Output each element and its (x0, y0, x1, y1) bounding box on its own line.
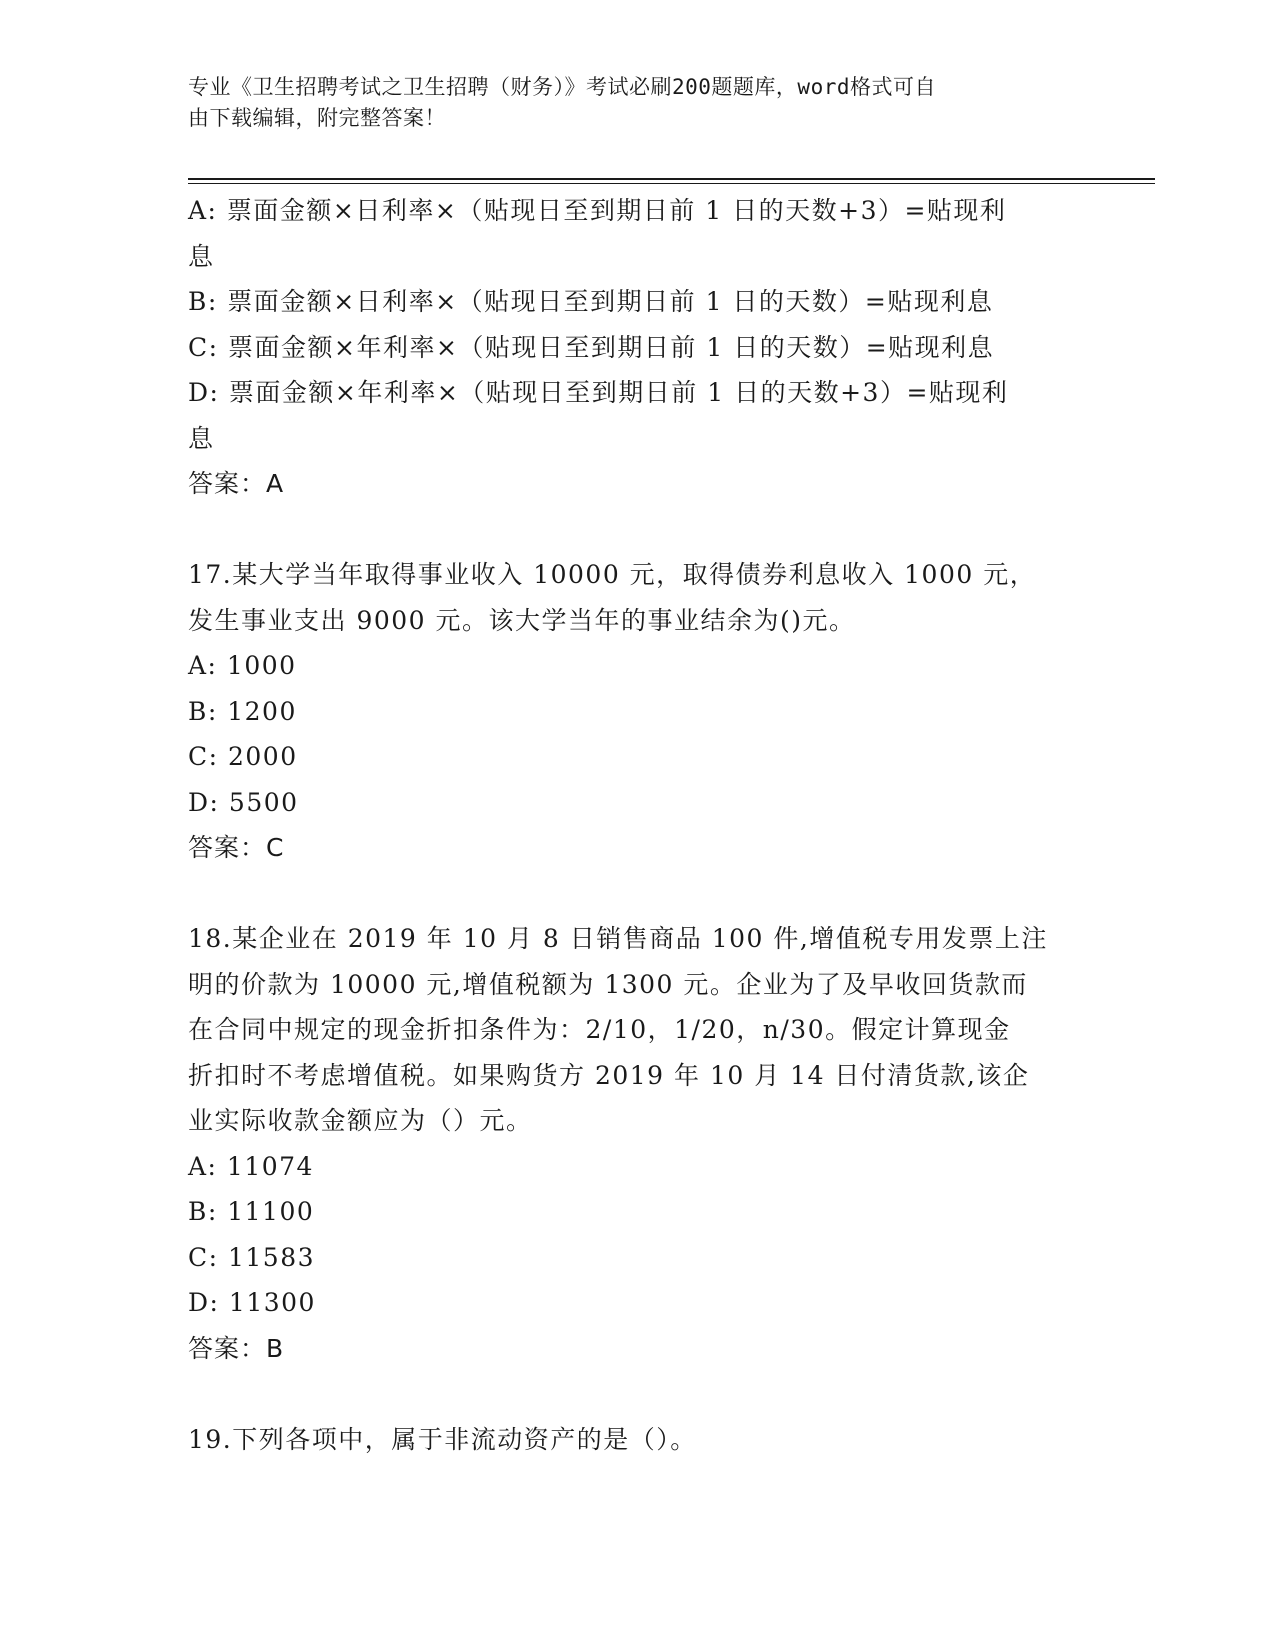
q18-option-a: A: 11074 (188, 1151, 314, 1181)
q18-option-c: C: 11583 (188, 1242, 316, 1272)
q18-option-d: D: 11300 (188, 1288, 316, 1317)
question-19 (188, 1417, 1068, 1463)
q18-stem-line-4: 折扣时不考虑增值税。如果购货方 2019 年 10 月 14 日付清货款,该企 (188, 1060, 1030, 1090)
q16-option-d-continued: 息 (188, 423, 215, 453)
q16-option-a-continued: 息 (188, 241, 215, 271)
q17-stem-line-1: 17.某大学当年取得事业收入 10000 元，取得债券利息收入 1000 元， (188, 560, 1037, 589)
q17-stem-line-2: 发生事业支出 9000 元。该大学当年的事业结余为()元。 (188, 605, 856, 635)
spacer (188, 507, 1068, 553)
header-line-2: 由下载编辑，附完整答案！ (188, 106, 446, 130)
question-16 (188, 188, 1068, 507)
header-rule-thin (188, 183, 1155, 184)
q18-answer: 答案：B (188, 1333, 285, 1363)
document-header (188, 72, 1068, 134)
q17-answer: 答案：C (188, 833, 285, 862)
q17-option-a: A: 1000 (188, 651, 297, 680)
spacer (188, 1371, 1068, 1417)
q16-option-d: D: 票面金额×年利率×（贴现日至到期日前 1 日的天数+3）=贴现利 (188, 378, 1009, 407)
q17-option-c: C: 2000 (188, 742, 298, 771)
question-content (188, 188, 1068, 1462)
q19-stem-line-1: 19.下列各项中，属于非流动资产的是（）。 (188, 1424, 697, 1454)
header-rule-thick (188, 178, 1155, 180)
q17-option-d: D: 5500 (188, 787, 299, 817)
q18-stem-line-1: 18.某企业在 2019 年 10 月 8 日销售商品 100 件,增值税专用发票上注 (188, 924, 1048, 953)
spacer (188, 871, 1068, 917)
question-18 (188, 916, 1068, 1371)
q18-stem-line-3: 在合同中规定的现金折扣条件为：2/10，1/20，n/30。假定计算现金 (188, 1015, 1011, 1044)
question-17 (188, 552, 1068, 871)
q16-option-c: C: 票面金额×年利率×（贴现日至到期日前 1 日的天数）=贴现利息 (188, 332, 995, 362)
q16-option-b: B: 票面金额×日利率×（贴现日至到期日前 1 日的天数）=贴现利息 (188, 287, 994, 316)
q16-answer: 答案：A (188, 469, 285, 498)
q16-option-a: A: 票面金额×日利率×（贴现日至到期日前 1 日的天数+3）=贴现利 (188, 196, 1007, 225)
q18-option-b: B: 11100 (188, 1197, 315, 1226)
header-line-1: 专业《卫生招聘考试之卫生招聘（财务）》考试必刷200题题库，word格式可自 (188, 75, 936, 99)
q17-option-b: B: 1200 (188, 696, 297, 726)
q18-stem-line-5: 业实际收款金额应为（）元。 (188, 1106, 533, 1135)
q18-stem-line-2: 明的价款为 10000 元,增值税额为 1300 元。企业为了及早收回货款而 (188, 969, 1028, 999)
